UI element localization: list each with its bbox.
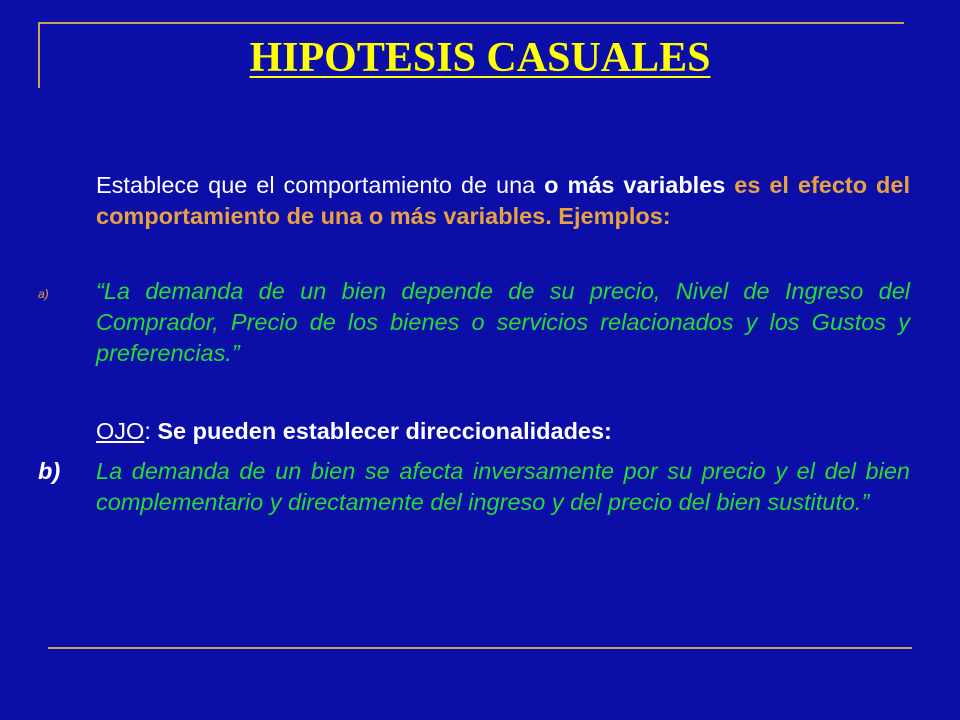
intro-text-3: es el efecto del comportamiento de una o más variables. Ejemplos:	[96, 172, 910, 229]
slide-title: HIPOTESIS CASUALES	[249, 35, 711, 81]
item-b-marker: b)	[38, 458, 61, 484]
item-a-marker: a)	[38, 287, 49, 301]
intro-text-1: Establece que el comportamiento de una	[96, 172, 545, 198]
note-ojo: OJO	[96, 418, 145, 444]
frame-bottom-rule	[48, 647, 912, 649]
frame-top-rule	[38, 22, 904, 24]
intro-paragraph	[96, 170, 910, 232]
item-b-text: La demanda de un bien se afecta inversamente por su precio y el del bien complementario y directamente del ingreso y del precio del bien sustituto.”	[96, 458, 910, 515]
note-text: Se pueden establecer direccionalidades:	[157, 418, 612, 444]
intro-text-2: o más variables	[544, 172, 726, 198]
note-line	[96, 416, 910, 447]
item-a-text: “La demanda de un bien depende de su precio, Nivel de Ingreso del Comprador, Precio de los bienes o servicios relacionados y los Gustos y preferencias.”	[96, 278, 910, 366]
note-colon: :	[144, 418, 158, 444]
